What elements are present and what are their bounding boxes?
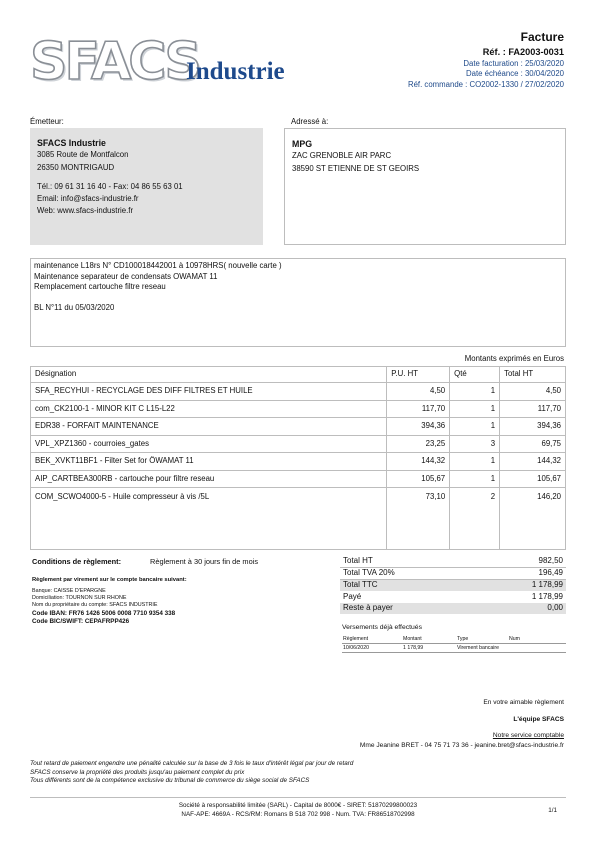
cell-designation: com_CK2100-1 - MINOR KIT C L15-L22 (31, 400, 387, 418)
bank-bic: Code BIC/SWIFT: CEPAFRPP426 (32, 617, 130, 625)
cell-pu: 4,50 (387, 383, 450, 401)
cell-pu: 117,70 (387, 400, 450, 418)
bank-owner: Nom du propriétaire du compte: SFACS INDUSTRIE (32, 602, 158, 609)
memo-box (30, 258, 566, 347)
client-address-line2: 38590 ST ETIENNE DE ST GEOIRS (292, 163, 420, 173)
adresse-box (284, 128, 566, 245)
emetteur-email: Email: info@sfacs-industrie.fr (37, 193, 139, 203)
sign-service: Notre service comptable (492, 732, 564, 740)
emetteur-name: SFACS Industrie (37, 138, 106, 148)
total-row (340, 591, 566, 603)
company-logo (30, 32, 320, 92)
footer-line: Société à responsabilité limitée (SARL) - Capital de 8000€ - SIRET: 51870299800023 (178, 802, 418, 809)
date-echeance: Date échéance : 30/04/2020 (466, 69, 564, 79)
cell-qte: 1 (450, 383, 500, 401)
page-footer (30, 797, 566, 820)
legal-line: Tous différents sont de la compétence exclusive du tribunal de commerce du siège social de SFACS (30, 777, 310, 784)
table-row (31, 400, 566, 418)
currency-note: Montants exprimés en Euros (464, 354, 564, 363)
totals-table (340, 556, 566, 614)
logo-mark: SFACS (30, 32, 199, 92)
total-value: 982,50 (478, 556, 566, 568)
legal-line: Tout retard de paiement engendre une pénalité calculée sur la base de 3 fois le taux d'intérêt légal par jour de retard (30, 760, 354, 767)
invoice-ref: Réf. : FA2003-0031 (482, 46, 564, 57)
page-number: 1/1 (548, 807, 557, 814)
cell-qte: 2 (450, 488, 500, 550)
cell-qte: 3 (450, 435, 500, 453)
cell-total: 117,70 (500, 400, 566, 418)
total-label: Reste à payer (340, 603, 478, 615)
signature-block (360, 700, 564, 749)
versements-section (342, 624, 566, 653)
cell-total: 394,36 (500, 418, 566, 436)
versements-title: Versements déjà effectués (342, 624, 422, 631)
versements-col: Montant (402, 636, 456, 643)
sign-team: L'équipe SFACS (513, 715, 564, 723)
versements-cell (508, 643, 566, 653)
memo-line: Remplacement cartouche filtre reseau (34, 282, 166, 292)
col-pu: P.U. HT (387, 367, 450, 383)
total-row (340, 556, 566, 568)
versements-col: Num (508, 636, 566, 643)
table-row (31, 383, 566, 401)
total-row (340, 579, 566, 591)
table-row (31, 418, 566, 436)
client-name: MPG (292, 139, 313, 149)
cell-pu: 394,36 (387, 418, 450, 436)
date-facturation: Date facturation : 25/03/2020 (463, 58, 564, 68)
total-value: 196,49 (478, 568, 566, 580)
footer-line: NAF-APE: 4669A - RCS/RM: Romans B 518 702 998 - Num. TVA: FR86518702998 (181, 810, 415, 818)
cell-total: 146,20 (500, 488, 566, 550)
legal-notes (30, 760, 353, 786)
total-label: Payé (343, 591, 362, 601)
cell-qte: 1 (450, 418, 500, 436)
items-table (30, 366, 566, 550)
memo-bl: BL N°11 du 05/03/2020 (34, 302, 115, 312)
emetteur-box (30, 128, 263, 245)
versements-col: Type (456, 636, 508, 643)
cell-designation: BEK_XVKT11BF1 - Filter Set for ÖWAMAT 11 (31, 453, 387, 471)
total-row (340, 603, 566, 615)
versements-cell: 1 178,99 (402, 643, 456, 653)
table-row (31, 453, 566, 471)
col-designation: Désignation (31, 367, 387, 383)
ref-commande: Réf. commande : CO2002-1330 / 27/02/2020 (407, 79, 564, 89)
table-header-row (31, 367, 566, 383)
sign-contact: Mme Jeanine BRET - 04 75 71 73 36 - jeanine.bret@sfacs-industrie.fr (359, 741, 564, 749)
cell-qte: 1 (450, 470, 500, 488)
versements-row (342, 643, 566, 653)
legal-line: SFACS conserve la propriété des produits jusqu'au paiement complet du prix (30, 768, 245, 776)
invoice-title: Facture (520, 30, 564, 44)
cell-total: 4,50 (500, 383, 566, 401)
table-row (31, 435, 566, 453)
emetteur-phone: Tél.: 09 61 31 16 40 - Fax: 04 86 55 63 01 (37, 181, 183, 191)
cell-pu: 23,25 (387, 435, 450, 453)
cell-designation: AIP_CARTBEA300RB - cartouche pour filtre reseau (31, 470, 387, 488)
emetteur-address-line2: 26350 MONTRIGAUD (37, 162, 115, 172)
versements-cell: 10/06/2020 (342, 643, 402, 653)
conditions-label: Conditions de règlement: (32, 557, 122, 566)
cell-qte: 1 (450, 453, 500, 471)
col-total: Total HT (500, 367, 566, 383)
total-row (340, 568, 566, 580)
cell-designation: SFA_RECYHUI - RECYCLAGE DES DIFF FILTRES ET HUILE (31, 383, 387, 401)
bank-iban: Code IBAN: FR76 1426 5006 0008 7710 9354 338 (32, 609, 176, 617)
table-row (31, 488, 566, 550)
emetteur-website: Web: www.sfacs-industrie.fr (37, 205, 134, 215)
cell-pu: 144,32 (387, 453, 450, 471)
memo-line: Maintenance separateur de condensats OWAMAT 11 (34, 271, 218, 281)
bank-domiciliation: Domiciliation: TOURNON SUR RHONE (32, 595, 127, 602)
client-address-line1: ZAC GRENOBLE AIR PARC (292, 151, 392, 161)
cell-pu: 105,67 (387, 470, 450, 488)
emetteur-address-line1: 3085 Route de Montfalcon (37, 150, 129, 160)
versements-cell: Virement bancaire (456, 643, 508, 653)
cell-qte: 1 (450, 400, 500, 418)
cell-designation: COM_SCWO4000-5 - Huile compresseur à vis /5L (31, 488, 387, 550)
versements-table (342, 636, 566, 654)
versements-header-row (342, 636, 566, 643)
emetteur-label: Émetteur: (30, 117, 64, 126)
cell-pu: 73,10 (387, 488, 450, 550)
cell-designation: EDR38 - FORFAIT MAINTENANCE (31, 418, 387, 436)
invoice-header (408, 30, 564, 90)
conditions-value: Règlement à 30 jours fin de mois (150, 557, 259, 566)
logo-subtitle: Industrie (186, 58, 285, 85)
cell-total: 69,75 (500, 435, 566, 453)
memo-line: maintenance L18rs N° CD100018442001 à 10978HRS( nouvelle carte ) (34, 261, 282, 270)
total-label: Total TTC (340, 579, 478, 591)
adresse-label: Adressé à: (291, 117, 329, 126)
total-value: 1 178,99 (531, 591, 563, 601)
virement-label: Règlement par virement sur le compte bancaire suivant: (32, 576, 187, 583)
versements-col: Règlement (342, 636, 402, 643)
payment-conditions (32, 557, 332, 626)
table-row (31, 470, 566, 488)
total-label: Total TVA 20% (340, 568, 478, 580)
sign-greeting: En votre aimable règlement (483, 699, 564, 706)
cell-designation: VPL_XPZ1360 - courroies_gates (31, 435, 387, 453)
total-value: 0,00 (478, 603, 566, 615)
cell-total: 144,32 (500, 453, 566, 471)
col-qte: Qté (450, 367, 500, 383)
total-value: 1 178,99 (478, 579, 566, 591)
cell-total: 105,67 (500, 470, 566, 488)
total-label: Total HT (340, 556, 478, 568)
bank-name: Banque: CAISSE D'EPARGNE (32, 588, 106, 595)
